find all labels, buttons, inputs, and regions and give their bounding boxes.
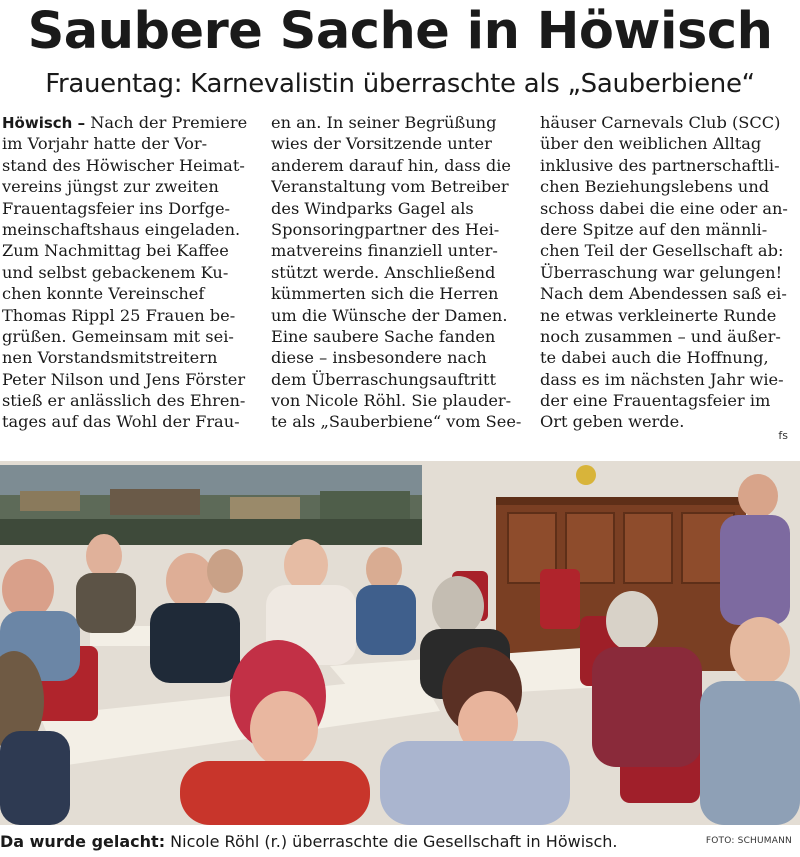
text-line: stieß er anlässlich des Ehren- [2, 391, 246, 411]
photo-credit: FOTO: SCHUMANN [705, 836, 792, 846]
caption-lead: Da wurde gelacht: [0, 832, 166, 851]
text-line: matvereins finanziell unter- [271, 241, 498, 261]
text-line: inklusive des partnerschaftli- [540, 155, 780, 175]
text-line: im Vorjahr hatte der Vor- [2, 134, 208, 154]
dateline: Höwisch – [2, 114, 86, 132]
text-line: Sponsoringpartner des Hei- [271, 219, 500, 239]
text-line: chen Teil der Gesellschaft ab: [540, 241, 784, 261]
article-column-3 [540, 112, 796, 447]
text-line: te dabei auch die Hoffnung, [540, 348, 769, 368]
text-line: kümmerten sich die Herren [271, 284, 499, 304]
text-line: der eine Frauentagsfeier im [540, 391, 771, 411]
text-line: te als „Sauberbiene“ vom See- [271, 412, 522, 432]
text-line: Peter Nilson und Jens Förster [2, 369, 246, 389]
text-line: häuser Carnevals Club (SCC) [540, 113, 781, 132]
text-line: schoss dabei die eine oder an- [540, 198, 788, 218]
flower-vase [576, 465, 596, 485]
subheadline: Frauentag: Karnevalistin überraschte als „Sauberbiene“ [45, 69, 755, 99]
text-line: grüßen. Gemeinsam mit sei- [2, 326, 234, 346]
text-line: um die Wünsche der Damen. [271, 305, 508, 325]
event-photo [0, 461, 800, 825]
text-line: Eine saubere Sache fanden [271, 326, 496, 346]
text-line: meinschaftshaus eingeladen. [2, 219, 241, 239]
text-line: und selbst gebackenem Ku- [2, 262, 229, 282]
text-line: Ort geben werde. [540, 412, 685, 432]
text-line: tages auf das Wohl der Frau- [2, 412, 240, 432]
text-line: Frauentagsfeier ins Dorfge- [2, 198, 231, 218]
text-line: ne etwas verkleinerte Runde [540, 305, 777, 325]
text-line: nen Vorstandsmitstreitern [2, 348, 218, 368]
text-line: diese – insbesondere nach [271, 348, 487, 368]
text-line: Höwisch – Nach der Premiere [2, 113, 248, 132]
text-line: Thomas Rippl 25 Frauen be- [2, 305, 236, 325]
text-line: von Nicole Röhl. Sie plauder- [271, 391, 512, 411]
wall-poster [0, 465, 422, 545]
text-line: chen Beziehungslebens und [540, 177, 770, 197]
text-line: Überraschung war gelungen! [540, 262, 783, 282]
article-body [2, 112, 792, 447]
text-line: vereins jüngst zur zweiten [2, 177, 219, 197]
text-line: stützt werde. Anschließend [271, 262, 496, 282]
text-line: chen konnte Vereinschef [2, 284, 205, 304]
author-initials: fs [778, 429, 788, 442]
text-line: stand des Höwischer Heimat- [2, 155, 245, 175]
text-line: noch zusammen – und äußer- [540, 326, 781, 346]
text-line: Nach dem Abendessen saß ei- [540, 284, 787, 304]
article-column-1 [2, 112, 258, 447]
text-line: wies der Vorsitzende unter [271, 134, 492, 154]
text-line: über den weiblichen Alltag [540, 134, 762, 154]
text-line: Zum Nachmittag bei Kaffee [2, 241, 229, 261]
text-line: dass es im nächsten Jahr wie- [540, 369, 784, 389]
text-line: en an. In seiner Begrüßung [271, 113, 497, 132]
photo-caption [0, 830, 800, 854]
text-line: dere Spitze auf den männli- [540, 219, 768, 239]
caption-text: Nicole Röhl (r.) überraschte die Gesellschaft in Höwisch. [165, 832, 618, 851]
text-line: des Windparks Gagel als [271, 198, 474, 218]
text-line: dem Überraschungsauftritt [271, 369, 496, 389]
text-line: anderem darauf hin, dass die [271, 155, 512, 175]
headline: Saubere Sache in Höwisch [27, 2, 773, 61]
text-line: Veranstaltung vom Betreiber [271, 177, 509, 197]
article-column-2 [271, 112, 527, 447]
